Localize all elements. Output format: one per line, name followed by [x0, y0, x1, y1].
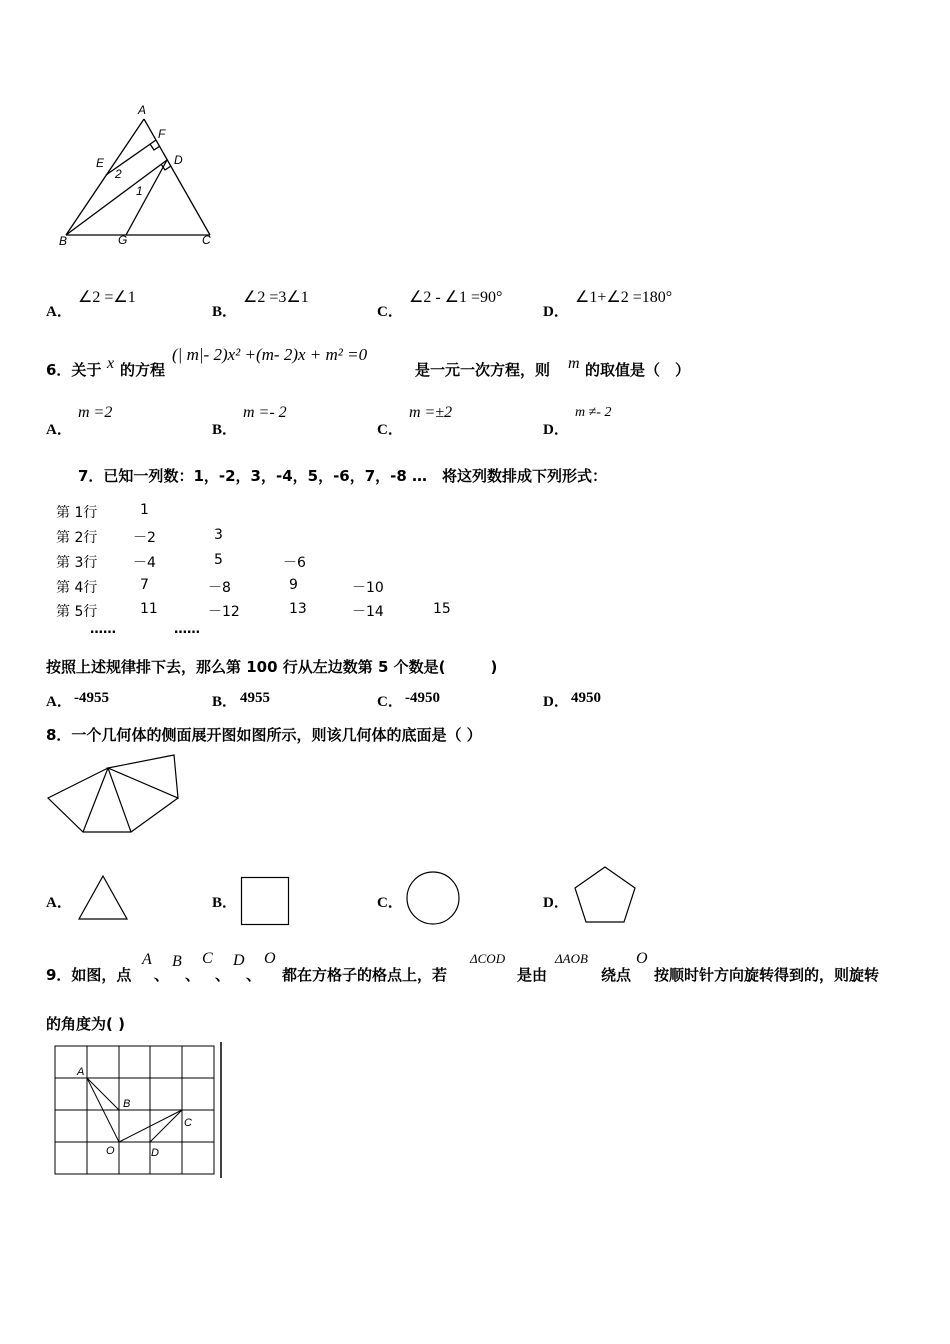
q9-point-c: C — [202, 950, 213, 967]
q9-line2: 的角度为( ) — [46, 1015, 125, 1033]
q6-option-a-letter[interactable]: A． — [46, 422, 72, 438]
segment-gd — [126, 160, 167, 235]
q6-option-b-letter[interactable]: B． — [212, 422, 238, 438]
q5-option-a-letter[interactable]: A． — [46, 304, 72, 320]
point-label-b: B — [59, 234, 68, 248]
q8-option-b-letter[interactable]: B． — [212, 895, 238, 911]
q5-option-d-letter[interactable]: D． — [543, 304, 569, 320]
q7-row3-cell2: 5 — [214, 552, 223, 568]
q9-triangle-aob: ΔAOB — [555, 951, 588, 966]
q6-mid1: 的方程 — [120, 361, 166, 379]
q6-option-a-expr: m =2 — [78, 404, 113, 421]
q7-row5-label: 第 5行 — [56, 604, 98, 620]
q5-option-b-letter[interactable]: B． — [212, 304, 238, 320]
q7-option-a-letter[interactable]: A． — [46, 694, 72, 710]
segment-ab — [66, 119, 144, 235]
q5-option-b-expr: ∠2 =3∠1 — [243, 289, 309, 306]
q9-triangle-cod: ΔCOD — [470, 951, 506, 966]
q7-option-a-value: -4955 — [74, 690, 109, 706]
q8-option-a-letter[interactable]: A． — [46, 895, 72, 911]
q7-row3-cell3: －6 — [283, 555, 306, 571]
segment-ef — [106, 140, 156, 175]
q7-option-b-value: 4955 — [240, 690, 270, 706]
q9-part3: 是由 — [517, 966, 548, 984]
q9-sep-1: 、 — [154, 966, 170, 984]
q7-option-d-letter[interactable]: D． — [543, 694, 569, 710]
q5-option-c-letter[interactable]: C． — [377, 304, 403, 320]
circle-shape-icon — [405, 870, 461, 926]
q6-suffix: 的取值是（ ） — [585, 361, 691, 379]
q7-row5-cell3: 13 — [289, 601, 307, 617]
q6-prefix: 6．关于 — [46, 361, 102, 379]
q8-stem: 8．一个几何体的侧面展开图如图所示，则该几何体的底面是（ ） — [46, 726, 482, 744]
q5-option-a-expr: ∠2 =∠1 — [78, 289, 136, 306]
q5-option-d-expr: ∠1+∠2 =180° — [575, 289, 673, 306]
angle-label-2: 2 — [115, 167, 122, 181]
q5-option-c-expr: ∠2 - ∠1 =90° — [409, 289, 503, 306]
q9-point-b: B — [172, 953, 182, 970]
q8-option-d-letter[interactable]: D． — [543, 895, 569, 911]
q6-var-x: x — [107, 355, 115, 372]
q7-row4-cell3: 9 — [289, 577, 298, 593]
pentagon-shape-icon — [572, 864, 638, 924]
q6-option-c-expr: m =±2 — [409, 404, 453, 421]
point-label-f: F — [158, 127, 166, 141]
q9-point-o: O — [264, 950, 276, 967]
q9-point-a: A — [142, 951, 152, 968]
point-label-c: C — [202, 233, 211, 247]
grid-label-d: D — [151, 1147, 159, 1159]
q7-row2-cell1: －2 — [133, 530, 156, 546]
q9-center-o: O — [636, 950, 648, 967]
q7-dots-1: …… — [90, 622, 116, 637]
segment-cd — [150, 1110, 182, 1142]
q6-equation: (| m|- 2)x² +(m- 2)x + m² =0 — [172, 345, 368, 364]
q7-row5-cell5: 15 — [433, 601, 451, 617]
q7-row4-cell2: －8 — [208, 580, 231, 596]
triangle-figure-q5 — [50, 98, 230, 253]
q7-option-c-letter[interactable]: C． — [377, 694, 403, 710]
q7-stem: 7．已知一列数：1，-2，3，-4，5，-6，7，-8 … 将这列数排成下列形式： — [78, 467, 608, 485]
q9-part4: 绕点 — [601, 966, 632, 984]
q9-sep-4: 、 — [246, 966, 262, 984]
q7-dots-2: …… — [174, 622, 200, 637]
q8-option-c-letter[interactable]: C． — [377, 895, 403, 911]
grid-label-o: O — [106, 1145, 115, 1157]
q9-part1: 9．如图，点 — [46, 966, 132, 984]
grid-label-a: A — [77, 1066, 85, 1078]
q9-part2: 都在方格子的格点上，若 — [282, 966, 448, 984]
q6-option-d-expr: m ≠- 2 — [575, 405, 612, 420]
q7-row4-cell1: 7 — [140, 577, 149, 593]
point-label-g: G — [118, 233, 128, 247]
q7-row5-cell4: －14 — [352, 604, 384, 620]
q7-row5-cell1: 11 — [140, 601, 158, 617]
q7-option-c-value: -4950 — [405, 690, 440, 706]
q7-option-d-value: 4950 — [571, 690, 601, 706]
q7-row5-cell2: －12 — [208, 604, 240, 620]
triangle-shape-icon — [76, 873, 130, 921]
q9-part5: 按顺时针方向旋转得到的，则旋转 — [654, 966, 880, 984]
point-label-e: E — [96, 156, 105, 170]
grid-label-c: C — [184, 1117, 192, 1129]
net-figure-q8 — [45, 750, 180, 835]
q6-option-d-letter[interactable]: D． — [543, 422, 569, 438]
q7-row3-label: 第 3行 — [56, 555, 98, 571]
q7-question: 按照上述规律排下去，那么第 100 行从左边数第 5 个数是( ) — [46, 658, 498, 676]
grid-label-b: B — [123, 1098, 131, 1110]
q7-row2-cell2: 3 — [214, 527, 223, 543]
grid-figure-q9 — [50, 1040, 225, 1180]
q7-row1-cell1: 1 — [140, 502, 149, 518]
q6-mid2: 是一元一次方程，则 — [415, 361, 551, 379]
q6-option-c-letter[interactable]: C． — [377, 422, 403, 438]
point-label-a: A — [138, 103, 147, 117]
q9-sep-3: 、 — [215, 966, 231, 984]
square-shape-icon — [240, 876, 290, 926]
q9-sep-2: 、 — [185, 966, 201, 984]
q7-row4-label: 第 4行 — [56, 580, 98, 596]
q7-row4-cell4: －10 — [352, 580, 384, 596]
q7-row3-cell1: －4 — [133, 555, 156, 571]
q7-row2-label: 第 2行 — [56, 530, 98, 546]
angle-label-1: 1 — [136, 184, 143, 198]
q6-option-b-expr: m =- 2 — [243, 404, 287, 421]
segment-ab — [87, 1078, 119, 1110]
q6-var-m: m — [568, 355, 580, 372]
point-label-d: D — [174, 153, 183, 167]
q9-point-d: D — [233, 952, 245, 969]
segment-ac — [144, 119, 210, 235]
q7-row1-label: 第 1行 — [56, 505, 98, 521]
q7-option-b-letter[interactable]: B． — [212, 694, 238, 710]
